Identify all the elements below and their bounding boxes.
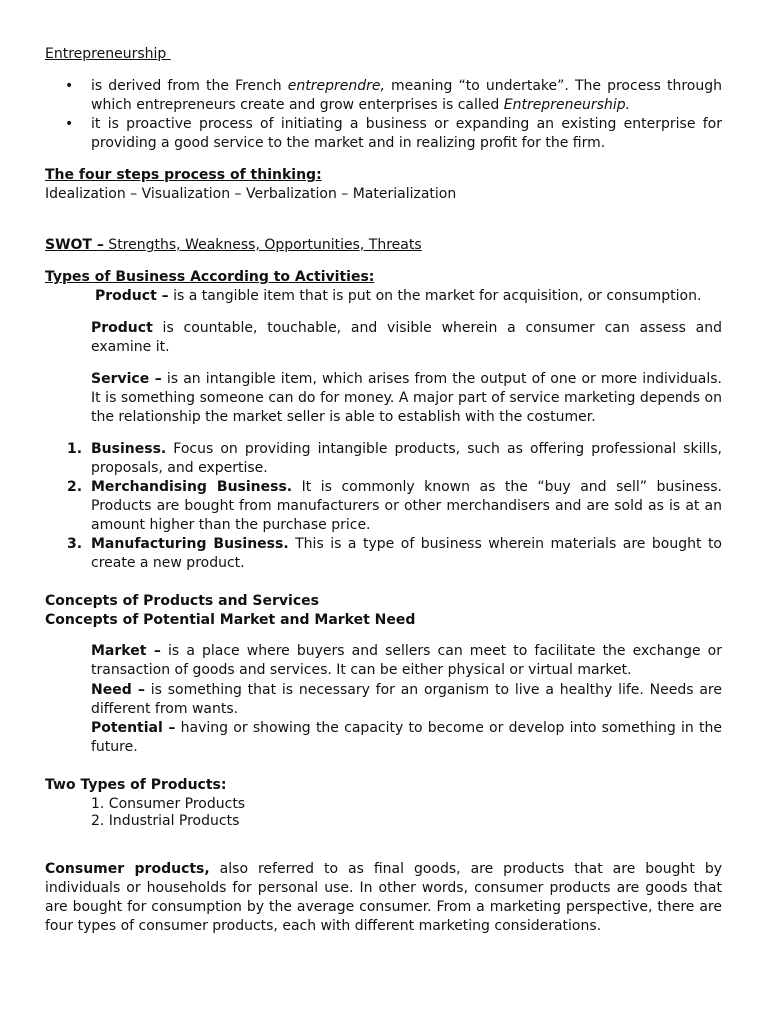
two-types-item-2: 2. Industrial Products [91,813,240,829]
market-definition [91,642,722,680]
list-number: 1. [67,441,83,457]
bullet-dot-icon: • [65,78,74,94]
bullet-text: is derived from the French [91,78,288,94]
list-item [45,478,722,535]
definition: is a tangible item that is put on the market for acquisition, or consumption. [168,288,702,304]
definition: is an intangible item, which arises from the output of one or more individuals. It is something someone can do for money. A major part of service marketing depends on the relationship the market seller is able to establish with the costumer. [91,371,722,425]
list-number: 2. [67,479,83,495]
consumer-products-paragraph [45,860,722,936]
term: Market – [91,643,161,659]
product-definition-2 [91,319,722,357]
concepts-market-title: Concepts of Potential Market and Market Need [45,612,416,628]
definition: It is commonly known as the “buy and sell” business. Products are bought from manufacturers or other merchandisers and are sold as is at an amount higher than the purchase price. [91,479,722,533]
term: Manufacturing Business. [91,536,289,552]
bullet-item [45,77,722,115]
potential-definition [91,719,722,757]
definition: is a place where buyers and sellers can meet to facilitate the exchange or transaction of goods and services. It can be either physical or virtual market. [91,643,722,678]
swot-line [45,236,422,255]
definition: is something that is necessary for an organism to live a healthy life. Needs are different from wants. [91,682,722,717]
bullet-emphasis: entreprendre, [287,78,385,94]
list-number: 3. [67,536,83,552]
term: Service – [91,371,162,387]
bullet-item [45,115,722,153]
swot-text: Strengths, Weakness, Opportunities, Threats [103,237,422,253]
definition: Focus on providing intangible products, such as offering professional skills, proposals, and expertise. [91,441,722,476]
term: Merchandising Business. [91,479,293,495]
list-item [45,440,722,478]
two-types-item-1: 1. Consumer Products [91,796,246,812]
four-steps-text: Idealization – Visualization – Verbalization – Materialization [45,186,457,202]
entrepreneurship-bullets [45,77,722,153]
swot-label: SWOT – [45,237,104,253]
bullet-text: it is proactive process of initiating a business or expanding an existing enterprise for providing a good service to the market and in realizing profit for the firm. [91,116,722,151]
term: Need – [91,682,145,698]
four-steps-title: The four steps process of thinking: [45,167,322,183]
need-definition [91,681,722,719]
term: Potential – [91,720,176,736]
two-types-title: Two Types of Products: [45,777,227,793]
definition: also referred to as final goods, are products that are bought by individuals or households for personal use. In other words, consumer products are goods that are bought for consumption by the average consumer. From a marketing perspective, there are four types of consumer products, each with different marketing considerations. [45,861,722,934]
definition: is countable, touchable, and visible wherein a consumer can assess and examine it. [91,320,722,355]
service-definition [91,370,722,427]
term: Product [91,320,153,336]
definition: This is a type of business wherein materials are bought to create a new product. [91,536,722,571]
heading-text: Entrepreneurship [45,46,167,62]
heading-entrepreneurship [45,45,171,64]
bullet-text: meaning “to undertake”. The process through which entrepreneurs create and grow enterprises is called [91,78,723,113]
term: Business. [91,441,167,457]
definition: having or showing the capacity to become or develop into something in the future. [91,720,722,755]
types-title: Types of Business According to Activities: [45,269,375,285]
bullet-dot-icon: • [65,116,74,132]
concepts-products-title: Concepts of Products and Services [45,593,319,609]
bullet-emphasis: Entrepreneurship. [503,97,631,113]
term: Consumer products, [45,861,210,877]
term: Product – [95,288,169,304]
list-item [45,535,722,573]
business-types-list [45,440,722,573]
product-definition-1 [95,287,701,306]
